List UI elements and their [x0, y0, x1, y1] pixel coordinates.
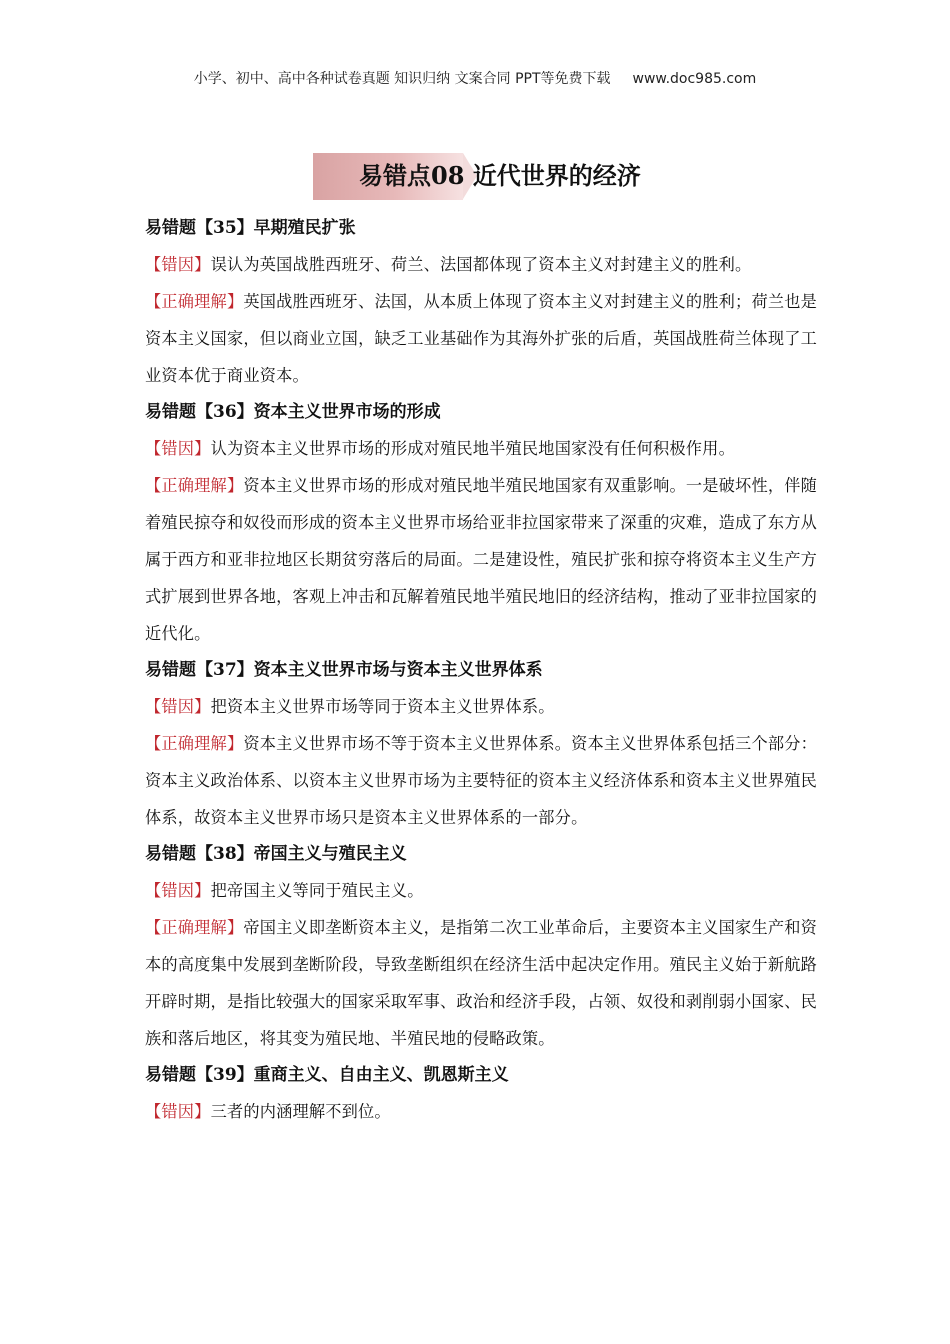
cuoyin-label: 【错因】: [145, 255, 211, 274]
cuoyin-paragraph: [145, 688, 817, 725]
zhengque-label: 【正确理解】: [145, 734, 244, 753]
zhengque-paragraph: [145, 467, 817, 652]
question-title: 易错题【36】资本主义世界市场的形成: [145, 402, 441, 422]
cuoyin-paragraph: [145, 1093, 817, 1130]
zhengque-label: 【正确理解】: [145, 476, 244, 495]
cuoyin-label: 【错因】: [145, 1102, 211, 1121]
cuoyin-text: 认为资本主义世界市场的形成对殖民地半殖民地国家没有任何积极作用。: [210, 439, 735, 458]
cuoyin-label: 【错因】: [145, 697, 211, 716]
header-text: 小学、初中、高中各种试卷真题 知识归纳 文案合同 PPT等免费下载: [193, 71, 611, 87]
cuoyin-label: 【错因】: [145, 439, 211, 458]
zhengque-text: 英国战胜西班牙、法国，从本质上体现了资本主义对封建主义的胜利；荷兰也是资本主义国家，但以商业立国，缺乏工业基础作为其海外扩张的后盾，英国战胜荷兰体现了工业资本优于商业资本。: [145, 292, 817, 385]
cuoyin-paragraph: [145, 246, 817, 283]
section-35: [145, 210, 817, 394]
main-content: [145, 210, 817, 1130]
cuoyin-text: 误认为英国战胜西班牙、荷兰、法国都体现了资本主义对封建主义的胜利。: [210, 255, 752, 274]
zhengque-label: 【正确理解】: [145, 292, 244, 311]
page-header: [0, 68, 950, 88]
header-site-link[interactable]: www.doc985.com: [632, 71, 757, 87]
section-36: [145, 394, 817, 652]
cuoyin-paragraph: [145, 872, 817, 909]
question-title: 易错题【37】资本主义世界市场与资本主义世界体系: [145, 660, 543, 680]
cuoyin-text: 把资本主义世界市场等同于资本主义世界体系。: [210, 697, 555, 716]
question-title: 易错题【38】帝国主义与殖民主义: [145, 844, 407, 864]
zhengque-text: 资本主义世界市场不等于资本主义世界体系。资本主义世界体系包括三个部分：资本主义政治体系、以资本主义世界市场为主要特征的资本主义经济体系和资本主义世界殖民体系，故资本主义世界市场只是资本主义世界体系的一部分。: [145, 734, 817, 827]
cuoyin-text: 把帝国主义等同于殖民主义。: [210, 881, 424, 900]
zhengque-text: 帝国主义即垄断资本主义，是指第二次工业革命后，主要资本主义国家生产和资本的高度集中发展到垄断阶段，导致垄断组织在经济生活中起决定作用。殖民主义始于新航路开辟时期，是指比较强大的国家采取军事、政治和经济手段，占领、奴役和剥削弱小国家、民族和落后地区，将其变为殖民地、半殖民地的侵略政策。: [145, 918, 817, 1048]
zhengque-paragraph: [145, 725, 817, 836]
section-39: [145, 1057, 817, 1130]
section-37: [145, 652, 817, 836]
cuoyin-label: 【错因】: [145, 881, 211, 900]
question-title: 易错题【39】重商主义、自由主义、凯恩斯主义: [145, 1065, 509, 1085]
zhengque-paragraph: [145, 283, 817, 394]
cuoyin-text: 三者的内涵理解不到位。: [210, 1102, 391, 1121]
page-title: 易错点08 近代世界的经济: [359, 161, 641, 190]
section-38: [145, 836, 817, 1057]
zhengque-paragraph: [145, 909, 817, 1057]
cuoyin-paragraph: [145, 430, 817, 467]
zhengque-label: 【正确理解】: [145, 918, 244, 937]
zhengque-text: 资本主义世界市场的形成对殖民地半殖民地国家有双重影响。一是破坏性，伴随着殖民掠夺和奴役而形成的资本主义世界市场给亚非拉国家带来了深重的灾难，造成了东方从属于西方和亚非拉地区长期贫穷落后的局面。二是建设性，殖民扩张和掠夺将资本主义生产方式扩展到世界各地，客观上冲击和瓦解着殖民地半殖民地旧的经济结构，推动了亚非拉国家的近代化。: [145, 476, 817, 643]
question-title: 易错题【35】早期殖民扩张: [145, 218, 356, 238]
